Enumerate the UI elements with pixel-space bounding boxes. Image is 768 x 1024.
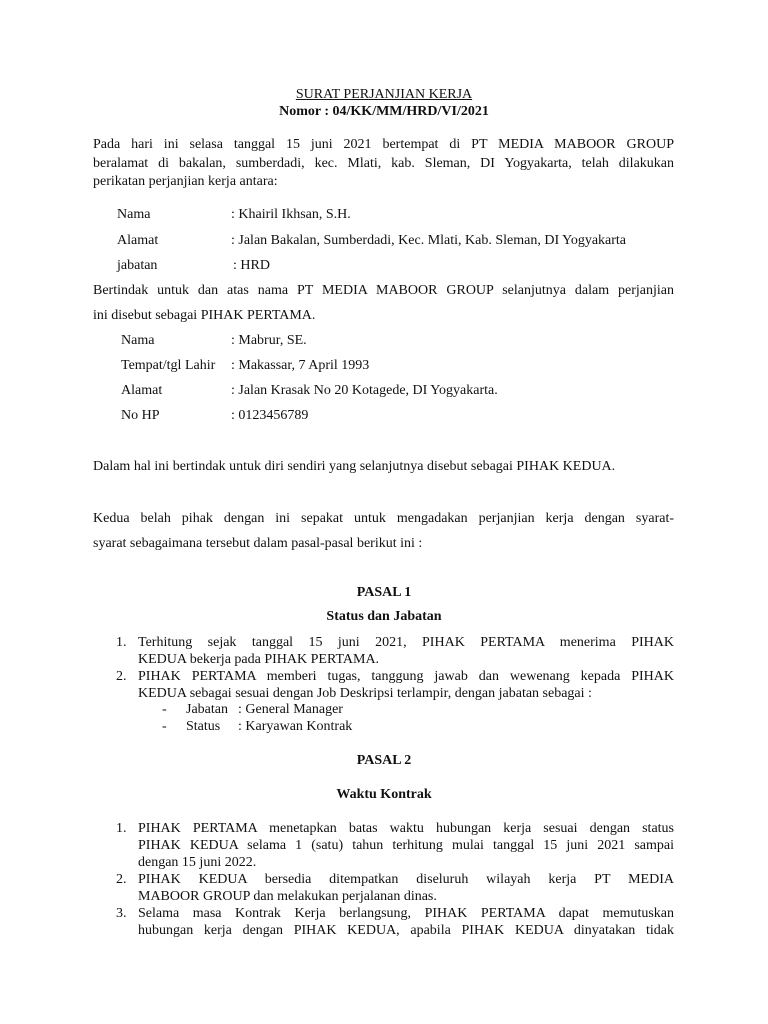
field-label: Nama bbox=[117, 207, 151, 222]
field-label: Alamat bbox=[117, 233, 159, 248]
dash-bullet: - bbox=[162, 719, 167, 734]
field-value: : HRD bbox=[233, 258, 270, 273]
list-number: 3. bbox=[116, 906, 127, 921]
list-item-line: KEDUA sebagai sesuai dengan Job Deskripsi terlampir, dengan jabatan sebagai : bbox=[138, 686, 592, 701]
intro-line-1: Pada hari ini selasa tanggal 15 juni 2021 bertempat di PT MEDIA MABOOR GROUP bbox=[93, 137, 674, 152]
field-label: jabatan bbox=[117, 258, 158, 273]
agreement-line-1: Kedua belah pihak dengan ini sepakat untuk mengadakan perjanjian kerja dengan syarat- bbox=[93, 511, 674, 526]
field-value: : Mabrur, SE. bbox=[231, 333, 307, 348]
pasal1-list bbox=[116, 634, 674, 702]
intro-line-3: perikatan perjanjian kerja antara: bbox=[93, 174, 278, 189]
pasal1-heading: PASAL 1 bbox=[356, 585, 412, 600]
field-value: : Jalan Bakalan, Sumberdadi, Kec. Mlati, Kab. Sleman, DI Yogyakarta bbox=[231, 233, 627, 248]
pasal2-heading: PASAL 2 bbox=[356, 753, 412, 768]
document-title: SURAT PERJANJIAN KERJA bbox=[295, 87, 473, 102]
field-value: : 0123456789 bbox=[231, 408, 309, 423]
list-item-line: PIHAK PERTAMA memberi tugas, tanggung jawab dan wewenang kepada PIHAK bbox=[138, 669, 674, 684]
agreement-line-2: syarat sebagaimana tersebut dalam pasal-pasal berikut ini : bbox=[93, 536, 423, 551]
field-value: : Makassar, 7 April 1993 bbox=[231, 358, 370, 373]
sub-item-value: : Karyawan Kontrak bbox=[238, 719, 353, 734]
list-number: 2. bbox=[116, 669, 127, 684]
field-label: Nama bbox=[121, 333, 155, 348]
dash-bullet: - bbox=[162, 702, 167, 717]
list-item-line: MABOOR GROUP dan melakukan perjalanan dinas. bbox=[138, 889, 437, 904]
document-number: Nomor : 04/KK/MM/HRD/VI/2021 bbox=[279, 104, 489, 119]
pasal1-subheading: Status dan Jabatan bbox=[326, 609, 442, 624]
field-value: : Jalan Krasak No 20 Kotagede, DI Yogyakarta. bbox=[231, 383, 498, 398]
party1-statement-line-1: Bertindak untuk dan atas nama PT MEDIA MABOOR GROUP selanjutnya dalam perjanjian bbox=[93, 283, 674, 298]
list-item bbox=[116, 905, 674, 939]
list-item-line: hubungan kerja dengan PIHAK KEDUA, apabila PIHAK KEDUA dinyatakan tidak bbox=[138, 923, 674, 938]
list-item-line: KEDUA bekerja pada PIHAK PERTAMA. bbox=[138, 652, 380, 667]
field-value: : Khairil Ikhsan, S.H. bbox=[231, 207, 351, 222]
list-item-line: Selama masa Kontrak Kerja berlangsung, PIHAK PERTAMA dapat memutuskan bbox=[138, 906, 674, 921]
field-label: Alamat bbox=[121, 383, 163, 398]
party2-statement: Dalam hal ini bertindak untuk diri sendiri yang selanjutnya disebut sebagai PIHAK KEDUA. bbox=[93, 459, 616, 474]
list-number: 1. bbox=[116, 821, 127, 836]
field-label: No HP bbox=[121, 408, 160, 423]
sub-item-label: Jabatan bbox=[186, 702, 228, 717]
list-item-line: PIHAK KEDUA selama 1 (satu) tahun terhitung mulai tanggal 15 juni 2021 sampai bbox=[138, 838, 674, 853]
sub-item-label: Status bbox=[186, 719, 221, 734]
pasal2-list bbox=[116, 820, 674, 939]
list-item-line: PIHAK KEDUA bersedia ditempatkan diseluruh wilayah kerja PT MEDIA bbox=[138, 872, 674, 887]
party1-statement-line-2: ini disebut sebagai PIHAK PERTAMA. bbox=[93, 308, 316, 323]
sub-item-value: : General Manager bbox=[238, 702, 343, 717]
list-item bbox=[116, 820, 674, 871]
list-item-line: Terhitung sejak tanggal 15 juni 2021, PIHAK PERTAMA menerima PIHAK bbox=[138, 635, 674, 650]
list-item-line: PIHAK PERTAMA menetapkan batas waktu hubungan kerja sesuai dengan status bbox=[138, 821, 674, 836]
list-number: 2. bbox=[116, 872, 127, 887]
list-item bbox=[116, 634, 674, 668]
pasal2-subheading: Waktu Kontrak bbox=[336, 787, 432, 802]
list-number: 1. bbox=[116, 635, 127, 650]
list-item bbox=[116, 871, 674, 905]
list-item bbox=[116, 668, 674, 702]
intro-line-2: beralamat di bakalan, sumberdadi, kec. Mlati, kab. Sleman, DI Yogyakarta, telah dilakukan bbox=[93, 156, 674, 171]
list-item-line: dengan 15 juni 2022. bbox=[138, 855, 257, 870]
field-label: Tempat/tgl Lahir bbox=[121, 358, 216, 373]
